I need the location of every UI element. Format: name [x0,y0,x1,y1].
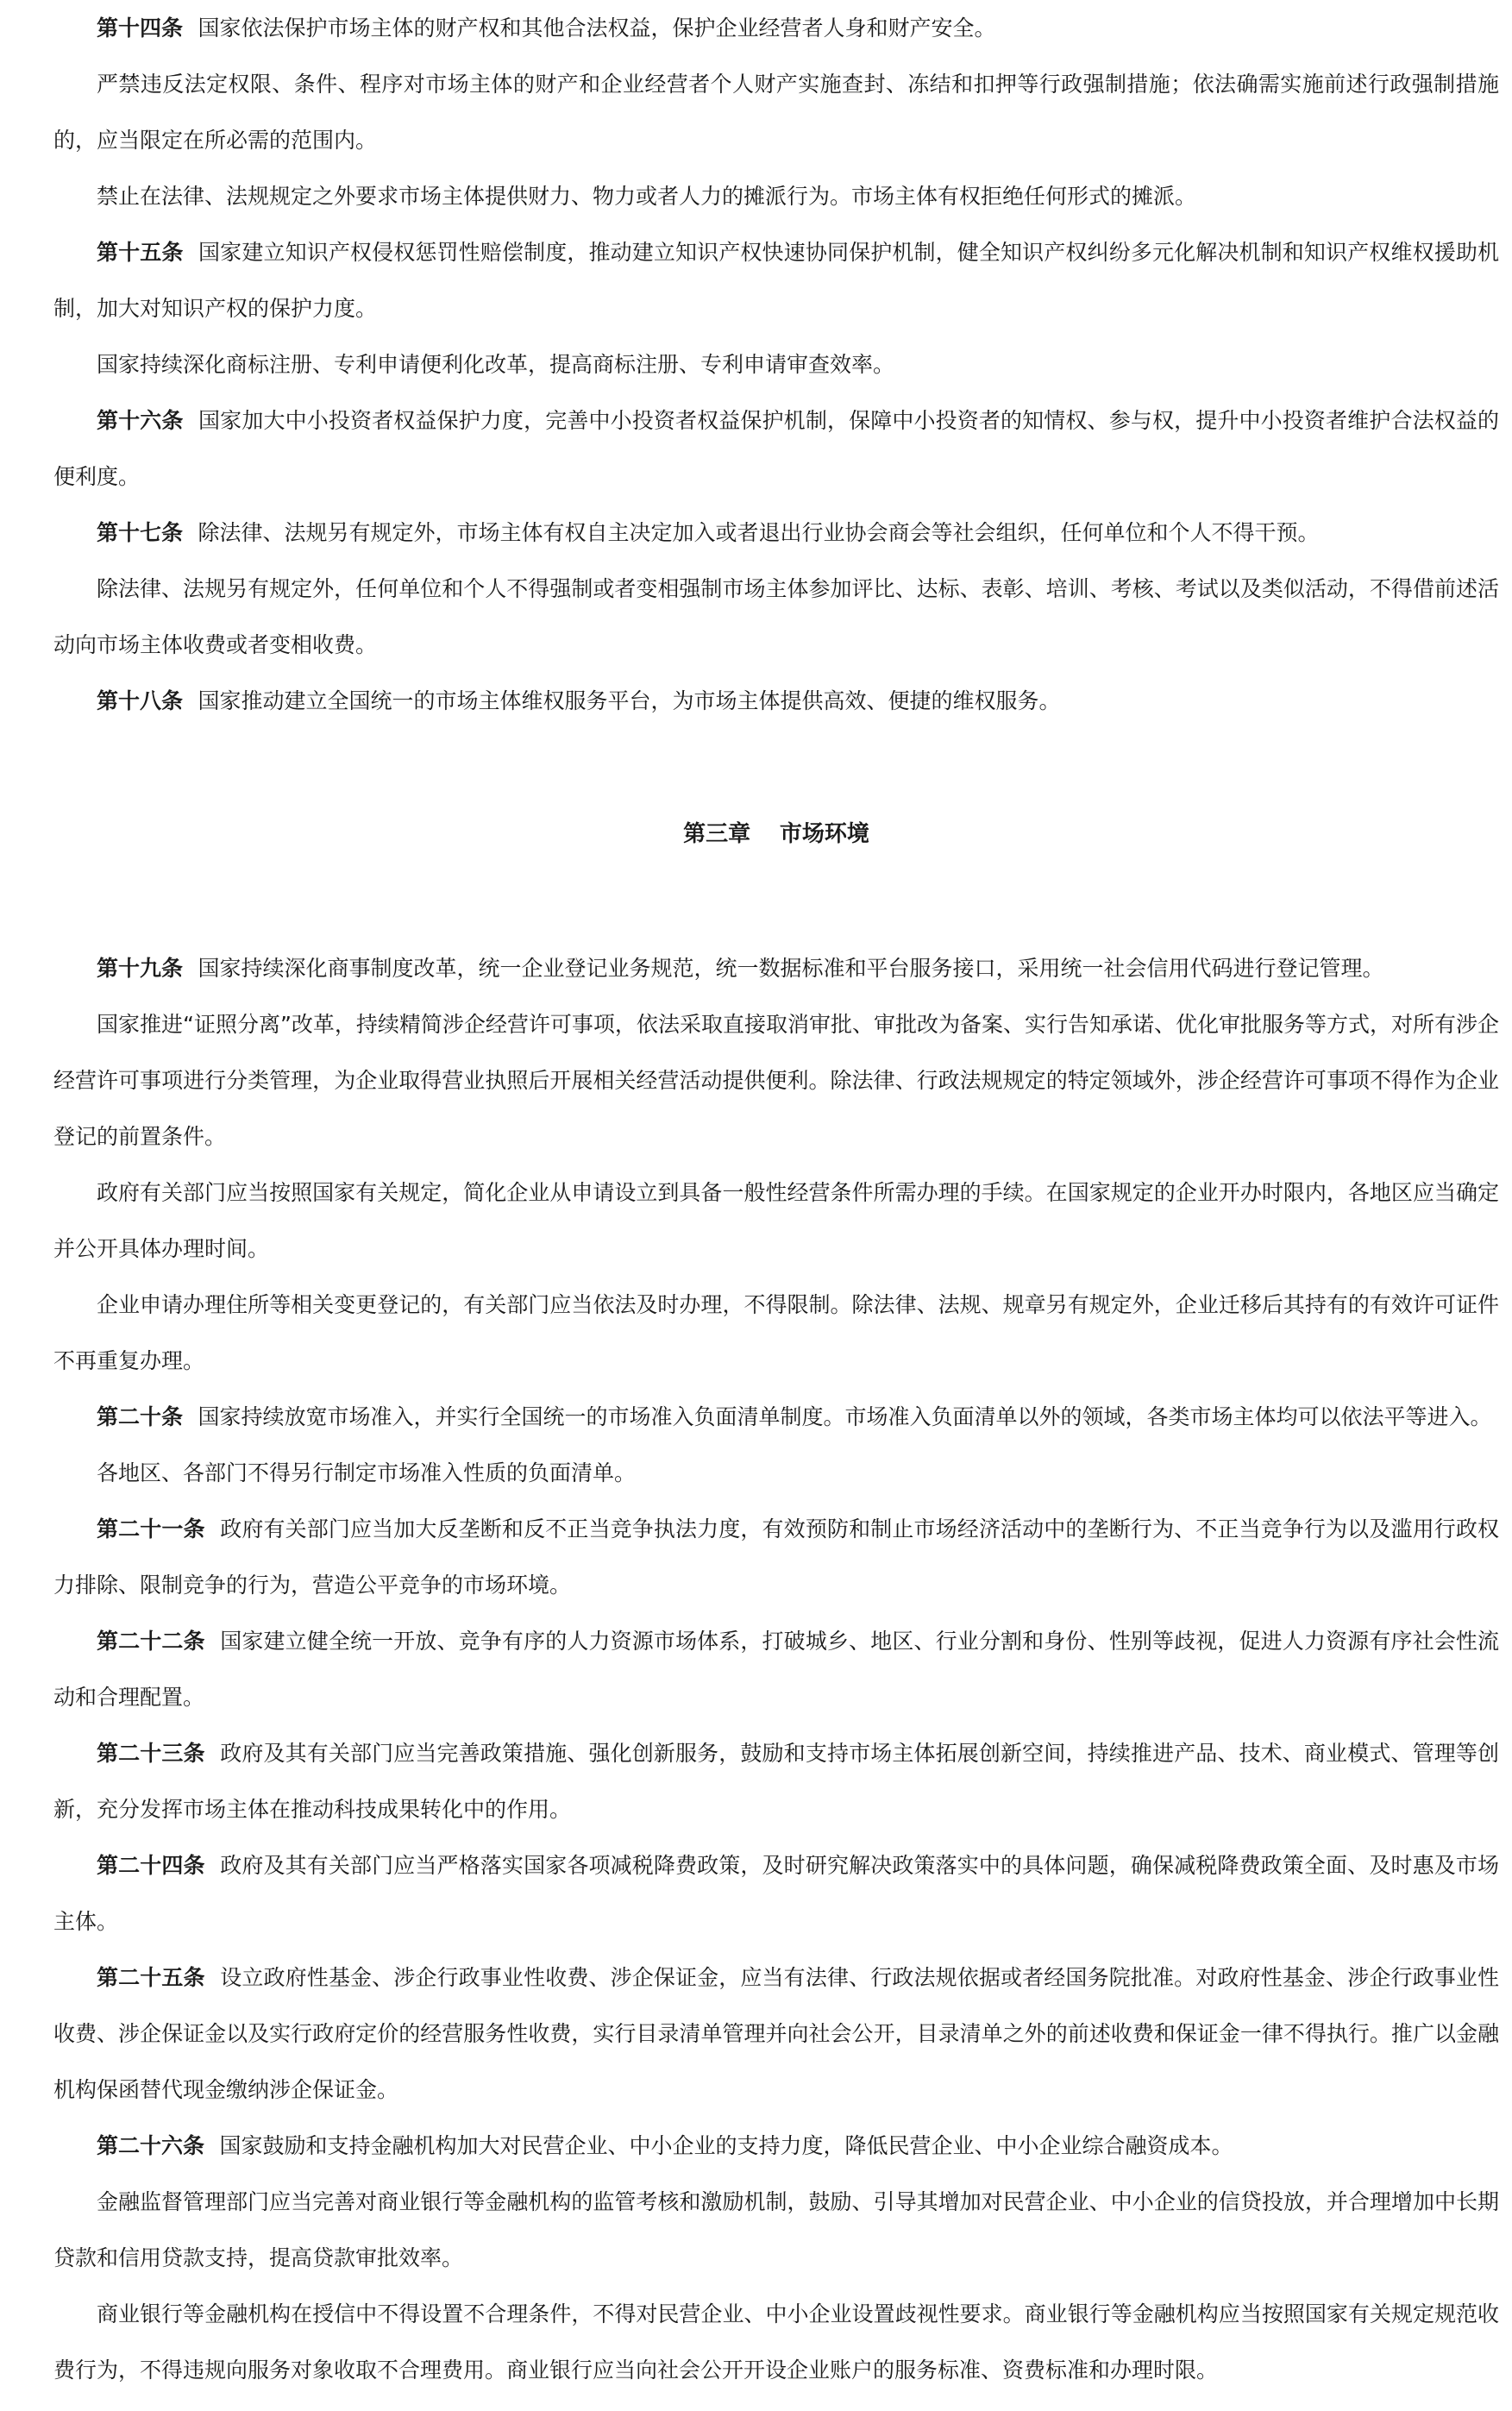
paragraph [53,2118,1499,2174]
paragraph-text: 金融监督管理部门应当完善对商业银行等金融机构的监管考核和激励机制，鼓励、引导其增加对民营企业、中小企业的信贷投放，并合理增加中长期贷款和信用贷款支持，提高贷款审批效率。 [53,2189,1499,2270]
article-number: 第二十四条 [97,1853,205,1878]
article-number: 第二十三条 [97,1741,205,1766]
paragraph [53,1445,1499,1501]
chapter-heading [53,729,1499,940]
article-number: 第十四条 [97,16,184,41]
paragraph-text: 政府有关部门应当按照国家有关规定，简化企业从申请设立到具备一般性经营条件所需办理的手续。在国家规定的企业开办时限内，各地区应当确定并公开具体办理时间。 [53,1180,1499,1261]
paragraph [53,336,1499,392]
paragraph-text: 国家持续深化商标注册、专利申请便利化改革，提高商标注册、专利申请审查效率。 [97,352,895,377]
paragraph-text: 国家持续放宽市场准入，并实行全国统一的市场准入负面清单制度。市场准入负面清单以外的领域，各类市场主体均可以依法平等进入。 [198,1404,1492,1429]
paragraph-text: 商业银行等金融机构在授信中不得设置不合理条件，不得对民营企业、中小企业设置歧视性要求。商业银行等金融机构应当按照国家有关规定规范收费行为，不得违规向服务对象收取不合理费用。商业银行应当向社会公开开设企业账户的服务标准、资费标准和办理时限。 [53,2301,1499,2383]
paragraph [53,168,1499,224]
paragraph [53,996,1499,1165]
paragraph-text: 除法律、法规另有规定外，市场主体有权自主决定加入或者退出行业协会商会等社会组织，任何单位和个人不得干预。 [198,520,1320,545]
paragraph [53,940,1499,996]
paragraph-text: 各地区、各部门不得另行制定市场准入性质的负面清单。 [97,1460,637,1485]
paragraph-text: 企业申请办理住所等相关变更登记的，有关部门应当依法及时办理，不得限制。除法律、法规、规章另有规定外，企业迁移后其持有的有效许可证件不再重复办理。 [53,1292,1499,1373]
article-number: 第十六条 [97,408,184,433]
paragraph-text: 国家建立健全统一开放、竞争有序的人力资源市场体系，打破城乡、地区、行业分割和身份、性别等歧视，促进人力资源有序社会性流动和合理配置。 [53,1629,1499,1710]
paragraph-text: 国家持续深化商事制度改革，统一企业登记业务规范，统一数据标准和平台服务接口，采用统一社会信用代码进行登记管理。 [198,956,1384,981]
paragraph [53,1501,1499,1613]
chapter-number: 第三章 [683,821,751,847]
paragraph-text: 国家加大中小投资者权益保护力度，完善中小投资者权益保护机制，保障中小投资者的知情权、参与权，提升中小投资者维护合法权益的便利度。 [53,408,1499,489]
article-number: 第十九条 [97,956,184,981]
article-number: 第十七条 [97,520,184,545]
document-page [53,0,1499,2398]
paragraph-text: 政府有关部门应当加大反垄断和反不正当竞争执法力度，有效预防和制止市场经济活动中的垄断行为、不正当竞争行为以及滥用行政权力排除、限制竞争的行为，营造公平竞争的市场环境。 [53,1516,1499,1598]
article-number: 第二十二条 [97,1629,205,1654]
paragraph [53,1837,1499,1950]
paragraph [53,1165,1499,1277]
paragraph [53,2286,1499,2398]
paragraph [53,0,1499,56]
paragraph [53,392,1499,505]
paragraph [53,224,1499,336]
paragraph-text: 国家依法保护市场主体的财产权和其他合法权益，保护企业经营者人身和财产安全。 [198,16,996,41]
paragraph-text: 国家鼓励和支持金融机构加大对民营企业、中小企业的支持力度，降低民营企业、中小企业综合融资成本。 [219,2133,1233,2158]
paragraph-text: 国家建立知识产权侵权惩罚性赔偿制度，推动建立知识产权快速协同保护机制，健全知识产权纠纷多元化解决机制和知识产权维权援助机制，加大对知识产权的保护力度。 [53,240,1499,321]
paragraph [53,1613,1499,1725]
article-number: 第十五条 [97,240,184,265]
paragraph-text: 设立政府性基金、涉企行政事业性收费、涉企保证金，应当有法律、行政法规依据或者经国务院批准。对政府性基金、涉企行政事业性收费、涉企保证金以及实行政府定价的经营服务性收费，实行目录清单管理并向社会公开，目录清单之外的前述收费和保证金一律不得执行。推广以金融机构保函替代现金缴纳涉企保证金。 [53,1965,1499,2102]
paragraph [53,1725,1499,1837]
paragraph-text: 严禁违反法定权限、条件、程序对市场主体的财产和企业经营者个人财产实施查封、冻结和扣押等行政强制措施；依法确需实施前述行政强制措施的，应当限定在所必需的范围内。 [53,72,1499,153]
paragraph [53,561,1499,673]
article-number: 第二十条 [97,1404,184,1429]
section-before [53,0,1499,729]
paragraph-text: 除法律、法规另有规定外，任何单位和个人不得强制或者变相强制市场主体参加评比、达标、表彰、培训、考核、考试以及类似活动，不得借前述活动向市场主体收费或者变相收费。 [53,576,1499,657]
paragraph-text: 国家推进“证照分离”改革，持续精简涉企经营许可事项，依法采取直接取消审批、审批改为备案、实行告知承诺、优化审批服务等方式，对所有涉企经营许可事项进行分类管理，为企业取得营业执照后开展相关经营活动提供便利。除法律、行政法规规定的特定领域外，涉企经营许可事项不得作为企业登记的前置条件。 [53,1012,1499,1149]
article-number: 第十八条 [97,688,184,713]
article-number: 第二十一条 [97,1516,205,1541]
paragraph [53,673,1499,729]
chapter-title: 市场环境 [779,821,869,847]
paragraph-text: 禁止在法律、法规规定之外要求市场主体提供财力、物力或者人力的摊派行为。市场主体有权拒绝任何形式的摊派。 [97,184,1197,209]
paragraph [53,505,1499,561]
paragraph-text: 政府及其有关部门应当完善政策措施、强化创新服务，鼓励和支持市场主体拓展创新空间，持续推进产品、技术、商业模式、管理等创新，充分发挥市场主体在推动科技成果转化中的作用。 [53,1741,1499,1822]
paragraph [53,1389,1499,1445]
section-after [53,940,1499,2398]
paragraph [53,1277,1499,1389]
article-number: 第二十五条 [97,1965,205,1990]
article-number: 第二十六条 [97,2133,205,2158]
paragraph [53,1950,1499,2118]
paragraph-text: 国家推动建立全国统一的市场主体维权服务平台，为市场主体提供高效、便捷的维权服务。 [198,688,1061,713]
paragraph-text: 政府及其有关部门应当严格落实国家各项减税降费政策，及时研究解决政策落实中的具体问题，确保减税降费政策全面、及时惠及市场主体。 [53,1853,1499,1934]
paragraph [53,56,1499,168]
paragraph [53,2174,1499,2286]
